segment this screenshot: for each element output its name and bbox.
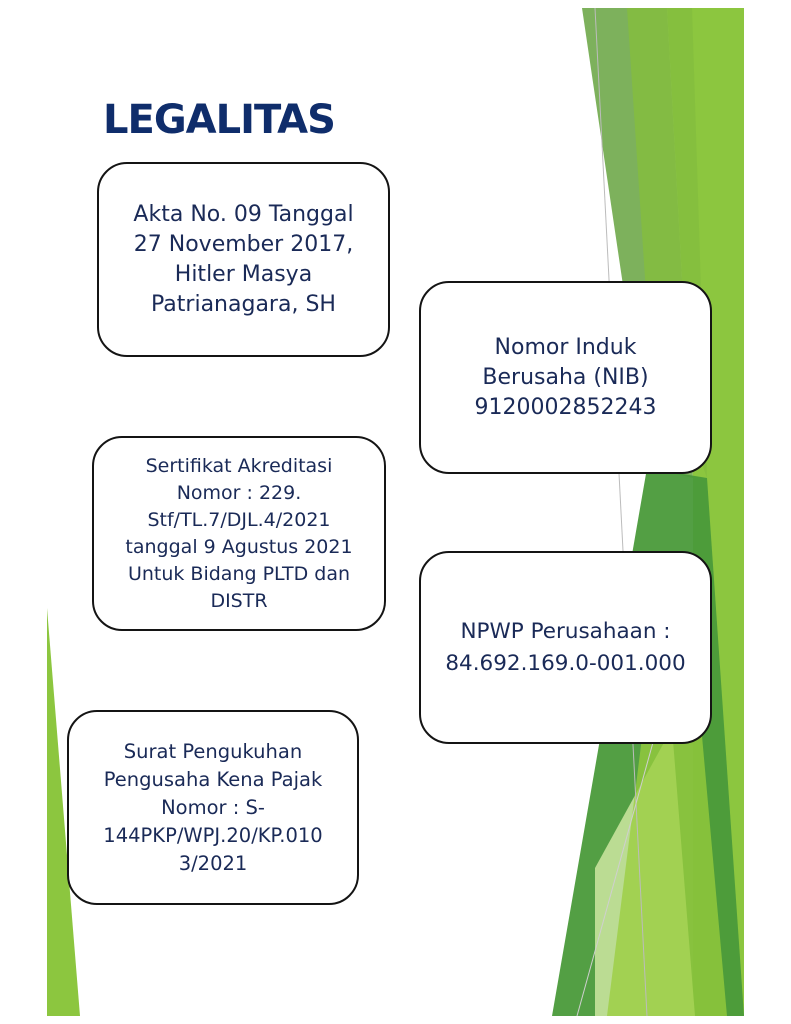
card-surat-text: Surat Pengukuhan Pengusaha Kena Pajak Nomor : S- 144PKP/WPJ.20/KP.010 3/2021	[103, 739, 323, 875]
card-sertifikat-text: Sertifikat Akreditasi Nomor : 229. Stf/TL.7/DJL.4/2021 tanggal 9 Agustus 2021 Untuk Bidang PLTD dan DISTR	[125, 454, 353, 612]
card-surat	[67, 710, 359, 905]
page-title: LEGALITAS	[103, 97, 335, 143]
card-nib-text: Nomor Induk Berusaha (NIB) 9120002852243	[474, 334, 657, 420]
card-akta	[97, 162, 390, 357]
card-nib	[419, 281, 712, 474]
card-npwp	[419, 551, 712, 744]
card-akta-text: Akta No. 09 Tanggal 27 November 2017, Hitler Masya Patrianagara, SH	[133, 201, 354, 317]
card-sertifikat	[92, 436, 386, 631]
card-npwp-text: NPWP Perusahaan : 84.692.169.0-001.000	[445, 618, 686, 676]
slide	[47, 8, 744, 1016]
